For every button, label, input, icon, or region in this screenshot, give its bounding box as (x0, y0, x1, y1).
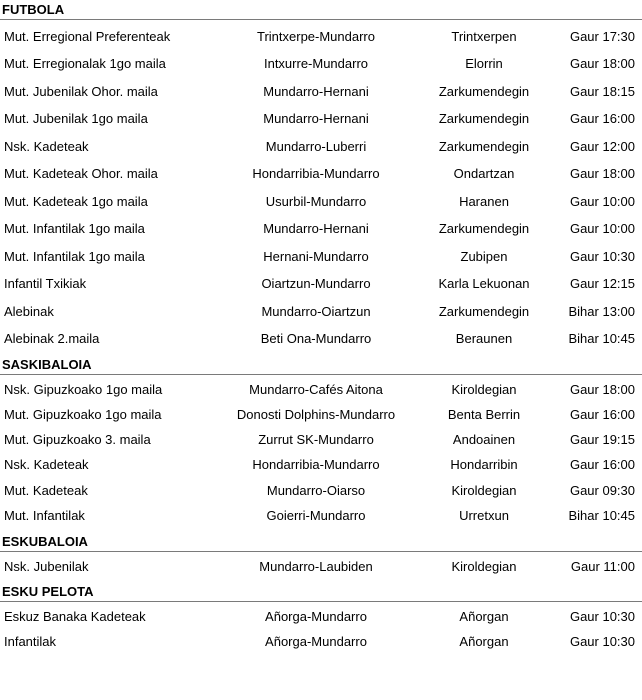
match-cell: Mundarro-Hernani (263, 111, 369, 126)
time-cell: Gaur 18:15 (569, 84, 635, 99)
time-cell: Bihar 10:45 (568, 508, 635, 523)
place-cell: Zubipen (460, 249, 508, 264)
category-cell: Mut. Infantilak 1go maila (4, 249, 145, 264)
category-cell: Nsk. Gipuzkoako 1go maila (4, 382, 163, 397)
place-cell: Zarkumendegin (438, 84, 530, 99)
category-cell: Nsk. Kadeteak (4, 457, 89, 472)
time-cell: Gaur 18:00 (569, 56, 635, 71)
section-title-esku-pelota: ESKU PELOTA (0, 583, 642, 602)
category-cell: Mut. Infantilak 1go maila (4, 221, 145, 236)
place-cell: Haranen (459, 194, 509, 209)
category-cell: Infantilak (4, 634, 57, 649)
table-row (0, 554, 642, 580)
time-cell: Gaur 10:30 (569, 609, 635, 624)
time-cell: Gaur 19:15 (569, 432, 635, 447)
place-cell: Zarkumendegin (438, 139, 530, 154)
place-cell: Kiroldegian (451, 483, 517, 498)
category-cell: Mut. Erregional Preferenteak (4, 29, 171, 44)
table-row (0, 161, 642, 187)
table-row (0, 478, 642, 504)
category-cell: Nsk. Kadeteak (4, 139, 89, 154)
table-row (0, 299, 642, 325)
category-cell: Infantil Txikiak (4, 276, 87, 291)
place-cell: Añorgan (459, 634, 509, 649)
time-cell: Bihar 13:00 (568, 304, 635, 319)
category-cell: Mut. Erregionalak 1go maila (4, 56, 166, 71)
match-cell: Mundarro-Laubiden (259, 559, 373, 574)
time-cell: Gaur 12:15 (569, 276, 635, 291)
table-row (0, 452, 642, 478)
time-cell: Gaur 10:00 (569, 221, 635, 236)
place-cell: Ondartzan (453, 166, 515, 181)
time-cell: Gaur 16:00 (569, 111, 635, 126)
time-cell: Gaur 17:30 (569, 29, 635, 44)
section-title-saskibaloia: SASKIBALOIA (0, 356, 642, 375)
time-cell: Gaur 18:00 (569, 382, 635, 397)
table-row (0, 79, 642, 105)
table-row (0, 377, 642, 403)
match-cell: Donosti Dolphins-Mundarro (236, 407, 396, 422)
place-cell: Trintxerpen (451, 29, 517, 44)
match-cell: Hondarribia-Mundarro (252, 166, 380, 181)
place-cell: Zarkumendegin (438, 304, 530, 319)
match-cell: Beti Ona-Mundarro (260, 331, 372, 346)
match-cell: Hernani-Mundarro (263, 249, 369, 264)
section-title-futbola: FUTBOLA (0, 1, 642, 20)
match-cell: Trintxerpe-Mundarro (256, 29, 376, 44)
place-cell: Zarkumendegin (438, 221, 530, 236)
time-cell: Gaur 16:00 (569, 457, 635, 472)
table-row (0, 629, 642, 655)
time-cell: Gaur 12:00 (569, 139, 635, 154)
match-cell: Goierri-Mundarro (266, 508, 366, 523)
place-cell: Kiroldegian (451, 382, 517, 397)
category-cell: Mut. Gipuzkoako 1go maila (4, 407, 162, 422)
table-row (0, 604, 642, 630)
match-cell: Oiartzun-Mundarro (261, 276, 371, 291)
table-row (0, 271, 642, 297)
match-cell: Mundarro-Luberri (265, 139, 367, 154)
match-cell: Añorga-Mundarro (265, 634, 367, 649)
place-cell: Zarkumendegin (438, 111, 530, 126)
place-cell: Andoainen (452, 432, 516, 447)
match-cell: Intxurre-Mundarro (263, 56, 369, 71)
category-cell: Mut. Jubenilak Ohor. maila (4, 84, 158, 99)
time-cell: Gaur 09:30 (569, 483, 635, 498)
category-cell: Mut. Gipuzkoako 3. maila (4, 432, 151, 447)
time-cell: Gaur 10:00 (569, 194, 635, 209)
match-cell: Zurrut SK-Mundarro (258, 432, 374, 447)
place-cell: Karla Lekuonan (438, 276, 530, 291)
table-row (0, 503, 642, 529)
match-cell: Mundarro-Oiarso (266, 483, 366, 498)
time-cell: Gaur 18:00 (569, 166, 635, 181)
match-cell: Mundarro-Hernani (263, 84, 369, 99)
table-row (0, 106, 642, 132)
category-cell: Alebinak (4, 304, 54, 319)
place-cell: Elorrin (465, 56, 503, 71)
time-cell: Gaur 16:00 (569, 407, 635, 422)
match-cell: Mundarro-Hernani (263, 221, 369, 236)
table-row (0, 216, 642, 242)
table-row (0, 189, 642, 215)
category-cell: Nsk. Jubenilak (4, 559, 89, 574)
table-row (0, 51, 642, 77)
table-row (0, 402, 642, 428)
table-row (0, 134, 642, 160)
time-cell: Gaur 10:30 (569, 249, 635, 264)
match-cell: Hondarribia-Mundarro (252, 457, 380, 472)
match-cell: Mundarro-Cafés Aitona (249, 382, 383, 397)
place-cell: Añorgan (459, 609, 509, 624)
category-cell: Mut. Kadeteak Ohor. maila (4, 166, 158, 181)
match-cell: Añorga-Mundarro (265, 609, 367, 624)
table-row (0, 427, 642, 453)
table-row (0, 244, 642, 270)
category-cell: Alebinak 2.maila (4, 331, 100, 346)
place-cell: Beraunen (455, 331, 513, 346)
place-cell: Kiroldegian (451, 559, 517, 574)
category-cell: Mut. Kadeteak 1go maila (4, 194, 148, 209)
place-cell: Benta Berrin (447, 407, 521, 422)
time-cell: Gaur 11:00 (570, 559, 635, 574)
table-row (0, 24, 642, 50)
match-cell: Mundarro-Oiartzun (261, 304, 371, 319)
category-cell: Mut. Infantilak (4, 508, 85, 523)
category-cell: Eskuz Banaka Kadeteak (4, 609, 146, 624)
time-cell: Gaur 10:30 (569, 634, 635, 649)
place-cell: Hondarribin (450, 457, 518, 472)
category-cell: Mut. Kadeteak (4, 483, 88, 498)
section-title-eskubaloia: ESKUBALOIA (0, 533, 642, 552)
place-cell: Urretxun (459, 508, 509, 523)
category-cell: Mut. Jubenilak 1go maila (4, 111, 148, 126)
match-cell: Usurbil-Mundarro (265, 194, 367, 209)
table-row (0, 326, 642, 352)
time-cell: Bihar 10:45 (568, 331, 635, 346)
